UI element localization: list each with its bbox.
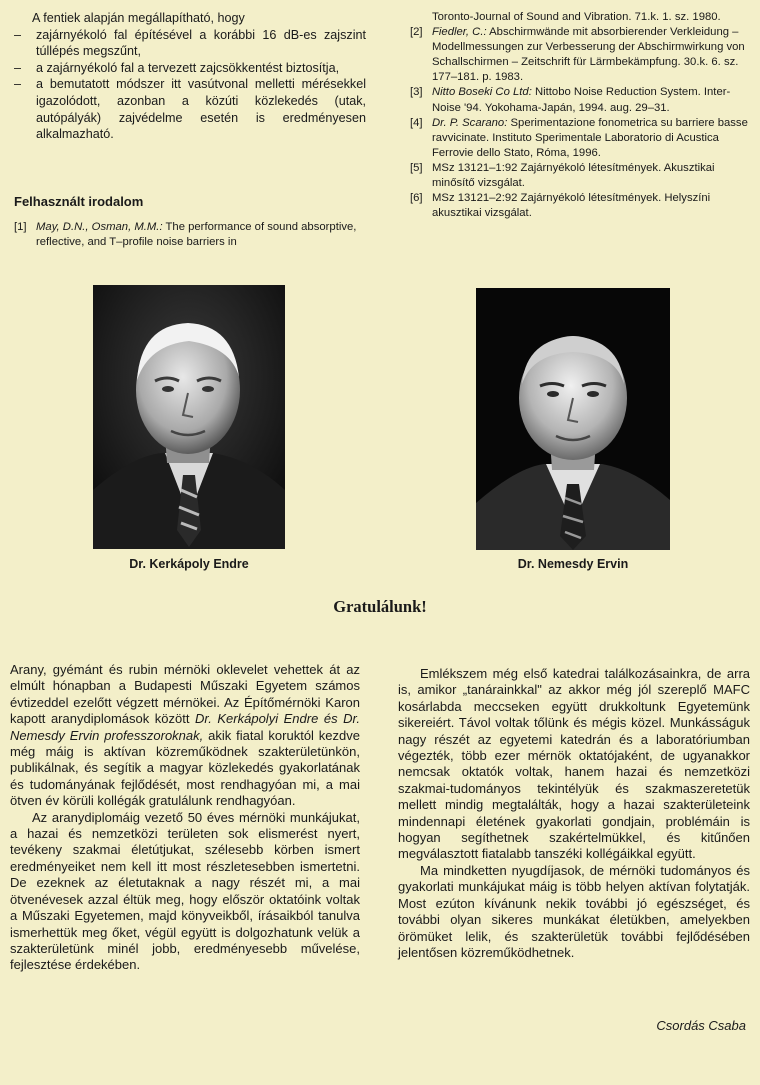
list-item: – a bemutatott módszer itt vasútvonal melletti mérésekkel igazolódott, azonban a közúti közlekedés (utak, autópályák) zajvédelme esetén is eredményesen alkalmazható. xyxy=(14,76,366,142)
reference-item xyxy=(410,116,755,161)
reference-number: [5] xyxy=(410,161,423,174)
portrait-photo-nemesdy xyxy=(476,288,670,550)
reference-item xyxy=(14,220,366,250)
photo-caption-right: Dr. Nemesdy Ervin xyxy=(517,557,629,571)
portrait-image xyxy=(476,288,670,550)
reference-number: [1] xyxy=(14,221,27,233)
reference-text: MSz 13121–1:92 Zajárnyékoló létesítmények. Akusztikai minősítő vizsgálat. xyxy=(432,161,715,190)
article-author: Csordás Csaba xyxy=(656,1018,746,1033)
article-paragraph: Az aranydiplomáig vezető 50 éves mérnöki munkájukat, a hazai és nemzetközi területen sok elismerést nyert, tevékeny szakmai életútjukat, szélesebb körben ismert eredményeiket nem kell itt most részletesebben ismertetni. De ezeknek az életutaknak a nagy részét mi, a mai ötvenévesek azzal éltük meg, hogy először oktatóink voltak a Műszaki Egyetemen, majd könyveikből, írásaikból tanulva ismerhettük meg őket, végül együtt is dolgozhatunk velük a szakterületünk minél jobb, eredményesebb művelése, fejlesztése érdekében. xyxy=(10,809,360,973)
article-column-right xyxy=(398,666,750,961)
reference-text: Abschirmwände mit absorbierender Verkleidung – Modellmessungen zur Verbesserung der Abschirmwirkung von Schallschirmen – Zeitschrift für Lärmbekämpfung. 30.k. 6. sz. 177–181. p. 1983. xyxy=(432,26,745,84)
paragraph-text: akik fiatal koruktól kezdve még máig is aktívan közreműködnek szakterületünkön, publikálnak, és segítik a magyar közlekedés gyakorlatának és tudományának fejlődését, most rendhagyóan mi, a mai ötven év körüli kollégák gratulálunk rendhagyóan. xyxy=(10,727,360,809)
reference-item xyxy=(410,191,755,221)
reference-number: [4] xyxy=(410,116,423,129)
conclusions-list xyxy=(14,27,366,143)
article-paragraph: Ma mindketten nyugdíjasok, de mérnöki tudományos és gyakorlati munkájukat máig is több helyen aktívan folytatják. Most ezúton kívánunk nekik további jó egészséget, és további olyan sikeres munkákat életükben, amelyekben örömüket lelik, és szakterületük további fejlődésében jelentősen közreműködhetnek. xyxy=(398,862,750,960)
reference-authors: May, D.N., Osman, M.M.: xyxy=(36,221,163,233)
paragraph-text: Arany, gyémánt és rubin mérnöki oklevelet vehettek át az elmúlt hónapban a Budapesti Műszaki Egyetem számos évtizeddel ezelőtt végzett mérnökei. Az Építőmérnöki Karon kapott aranydiplomások között xyxy=(10,662,360,727)
reference-authors: Fiedler, C.: xyxy=(432,26,487,39)
portrait-image xyxy=(93,285,285,549)
reference-text: Nittobo Noise Reduction System. Inter-Noise '94. Yokohama-Japán, 1994. aug. 29–31. xyxy=(432,86,731,114)
list-item: – a zajárnyékoló fal a tervezett zajcsökkentést biztosítja, xyxy=(14,60,366,77)
references-list-left xyxy=(14,220,366,250)
reference-text: Toronto-Journal of Sound and Vibration. 71.k. 1. sz. 1980. xyxy=(432,11,721,23)
conclusions-block xyxy=(14,10,366,143)
reference-authors: Nitto Boseki Co Ltd: xyxy=(432,86,532,99)
reference-authors: Dr. P. Scarano: xyxy=(432,116,508,129)
reference-item xyxy=(410,85,755,115)
references-title: Felhasznált irodalom xyxy=(14,194,144,209)
portrait-photo-kerkapoly xyxy=(93,285,285,549)
article-paragraph: Emlékszem még első katedrai találkozásainkra, de arra is, amikor „tanárainkkal" az akkor még jól szereplő MAFC kosárlabda meccseken együtt drukkoltunk Egyetemünk sikereiért. Távol voltak tőlünk és mégis közel. Munkásságuk nagy részét az egyetemi katedrán és a laboratóriumban végezték, több ezer mérnök oktatójaként, de ugyanakkor nemcsak oktatók voltak, hanem hazai és nemzetközi szakmai-tudományos tekintélyük és szakmaszeretetük mellett mindig megtalálták, hogy a hazai szakterületeink mindennapi életének gyakorlati gondjain, problémáin is hogyan segíthetnek szakértelmükkel, és kitűnően megválasztott fiatalabb tanszéki kollégáikkal együtt. xyxy=(398,666,750,862)
article-heading: Gratulálunk! xyxy=(333,597,427,616)
reference-number: [6] xyxy=(410,192,423,205)
reference-number: [3] xyxy=(410,86,423,99)
reference-number: [2] xyxy=(410,26,423,39)
references-list-right xyxy=(410,10,755,221)
article-column-left xyxy=(10,662,360,974)
article-paragraph xyxy=(10,662,360,810)
conclusions-intro: A fentiek alapján megállapítható, hogy xyxy=(32,11,245,25)
honoree-names: Dr. Kerkápolyi Endre és Dr. Nemesdy Ervin professzoroknak, xyxy=(10,711,360,743)
list-item: – zajárnyékoló fal építésével a korábbi 16 dB-es zajszint túllépés megszűnt, xyxy=(14,27,366,60)
reference-item xyxy=(410,25,755,85)
photo-caption-left: Dr. Kerkápoly Endre xyxy=(129,557,249,571)
reference-text: Sperimentazione fonometrica su barriere basse ravvicinate. Instituto Sperimentale Laboratorio di Acustica Ferrovie dello Stato, Róma, 1996. xyxy=(432,116,748,159)
reference-item xyxy=(410,161,755,191)
reference-item xyxy=(410,10,755,25)
reference-text: The performance of sound absorptive, reflective, and T–profile noise barriers in xyxy=(36,221,357,249)
reference-text: MSz 13121–2:92 Zajárnyékoló létesítmények. Helyszíni akusztikai vizsgálat. xyxy=(432,192,711,220)
